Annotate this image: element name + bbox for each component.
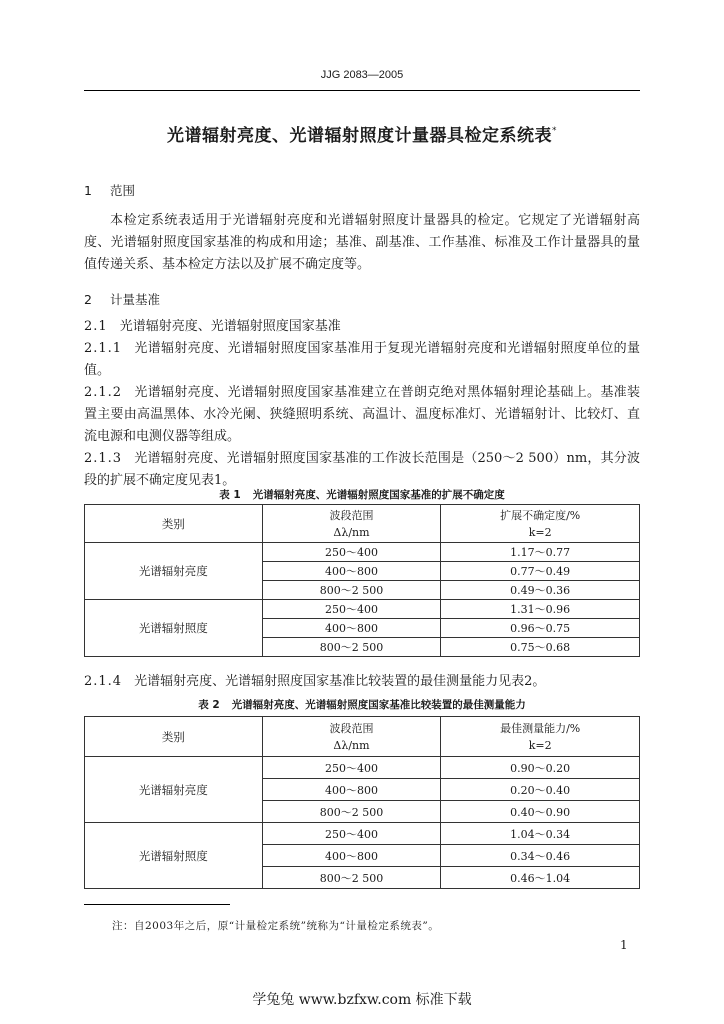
table-cell-value: 0.40～0.90 bbox=[441, 801, 640, 823]
table-2 bbox=[84, 716, 640, 889]
clause-2-1-3-number: 2.1.3 bbox=[84, 451, 123, 466]
table-2-group-name: 光谱辐射亮度 bbox=[85, 757, 263, 823]
table-1-group-name: 光谱辐射亮度 bbox=[85, 543, 263, 600]
table-cell-band: 800～2 500 bbox=[262, 638, 441, 657]
clause-2-1-1-text: 光谱辐射亮度、光谱辐射照度国家基准用于复现光谱辐射亮度和光谱辐射照度单位的量值。 bbox=[84, 341, 640, 378]
clause-2-1-1 bbox=[84, 338, 640, 382]
table-1-title: 光谱辐射亮度、光谱辐射照度国家基准的扩展不确定度 bbox=[252, 489, 505, 501]
clause-2-1-1-number: 2.1.1 bbox=[84, 341, 123, 356]
table-cell-value: 0.49～0.36 bbox=[441, 581, 640, 600]
table-1-header-band-line1: 波段范围 bbox=[329, 508, 374, 522]
table-row bbox=[85, 757, 640, 779]
section-2-heading bbox=[84, 290, 160, 308]
table-1-header-band-line2: Δλ/nm bbox=[333, 525, 370, 539]
table-row bbox=[85, 543, 640, 562]
table-cell-band: 800～2 500 bbox=[262, 867, 441, 889]
clause-2-1-3-text: 光谱辐射亮度、光谱辐射照度国家基准的工作波长范围是（250～2 500）nm，其分波段的扩展不确定度见表1。 bbox=[84, 451, 640, 488]
table-2-header-band-line1: 波段范围 bbox=[329, 721, 374, 735]
title-text: 光谱辐射亮度、光谱辐射照度计量器具检定系统表 bbox=[167, 126, 552, 146]
table-cell-band: 250～400 bbox=[262, 757, 441, 779]
clause-2-1-text: 光谱辐射亮度、光谱辐射照度国家基准 bbox=[119, 319, 341, 334]
table-cell-value: 1.17～0.77 bbox=[441, 543, 640, 562]
table-row bbox=[85, 600, 640, 619]
section-1-heading bbox=[84, 181, 135, 199]
table-cell-band: 250～400 bbox=[262, 543, 441, 562]
section-2-title: 计量基准 bbox=[110, 292, 161, 307]
table-cell-band: 800～2 500 bbox=[262, 801, 441, 823]
watermark-footer: 学兔兔 www.bzfxw.com 标准下载 bbox=[252, 992, 472, 1008]
header-rule bbox=[84, 90, 640, 91]
table-cell-value: 1.04～0.34 bbox=[441, 823, 640, 845]
table-2-header-value-line2: k=2 bbox=[528, 738, 552, 752]
table-2-header-value bbox=[441, 717, 640, 757]
paragraph-scope: 本检定系统表适用于光谱辐射亮度和光谱辐射照度计量器具的检定。它规定了光谱辐射高度、光谱辐射照度国家基准的构成和用途；基准、副基准、工作基准、标准及工作计量器具的量值传递关系、基本检定方法以及扩展不确定度等。 bbox=[84, 213, 640, 272]
table-cell-value: 0.75～0.68 bbox=[441, 638, 640, 657]
table-row bbox=[85, 823, 640, 845]
table-1-header-value bbox=[441, 505, 640, 543]
table-2-header-row bbox=[85, 717, 640, 757]
section-1-number: 1 bbox=[84, 183, 92, 198]
clause-2-1-number: 2.1 bbox=[84, 319, 108, 334]
table-1-group-name: 光谱辐射照度 bbox=[85, 600, 263, 657]
table-cell-value: 0.77～0.49 bbox=[441, 562, 640, 581]
table-2-header-band-line2: Δλ/nm bbox=[333, 738, 370, 752]
table-cell-value: 0.34～0.46 bbox=[441, 845, 640, 867]
table-cell-band: 250～400 bbox=[262, 823, 441, 845]
clause-2-1 bbox=[84, 316, 640, 338]
table-cell-band: 400～800 bbox=[262, 562, 441, 581]
table-2-header-value-line1: 最佳测量能力/% bbox=[500, 721, 581, 735]
table-cell-value: 0.96～0.75 bbox=[441, 619, 640, 638]
clause-2-1-2 bbox=[84, 382, 640, 448]
section-1-title: 范围 bbox=[110, 183, 136, 198]
clause-2-1-2-number: 2.1.2 bbox=[84, 385, 123, 400]
title-footnote-mark: * bbox=[552, 126, 557, 136]
section-2-number: 2 bbox=[84, 292, 92, 307]
table-cell-band: 250～400 bbox=[262, 600, 441, 619]
clause-2-1-4-text: 光谱辐射亮度、光谱辐射照度国家基准比较装置的最佳测量能力见表2。 bbox=[134, 674, 546, 689]
table-1 bbox=[84, 504, 640, 657]
page-number: 1 bbox=[620, 938, 628, 952]
table-1-header-band bbox=[262, 505, 441, 543]
table-cell-band: 400～800 bbox=[262, 779, 441, 801]
table-cell-band: 400～800 bbox=[262, 619, 441, 638]
table-2-caption bbox=[84, 697, 640, 712]
table-2-label: 表 2 bbox=[198, 699, 220, 711]
table-cell-value: 1.31～0.96 bbox=[441, 600, 640, 619]
clause-2-1-4-number: 2.1.4 bbox=[84, 674, 123, 689]
table-cell-band: 800～2 500 bbox=[262, 581, 441, 600]
table-cell-value: 0.20～0.40 bbox=[441, 779, 640, 801]
footnote: 注：自2003年之后，原“计量检定系统”统称为“计量检定系统表”。 bbox=[112, 920, 440, 932]
table-cell-band: 400～800 bbox=[262, 845, 441, 867]
clause-2-1-4 bbox=[84, 671, 640, 693]
clause-2-1-2-text: 光谱辐射亮度、光谱辐射照度国家基准建立在普朗克绝对黑体辐射理论基础上。基准装置主要由高温黑体、水冷光阑、狭缝照明系统、高温计、温度标准灯、光谱辐射计、比较灯、直流电源和电测仪器等组成。 bbox=[84, 385, 640, 444]
page-title bbox=[84, 121, 640, 146]
document-code: JJG 2083—2005 bbox=[320, 69, 404, 81]
table-2-header-category: 类别 bbox=[85, 717, 263, 757]
table-1-header-value-line1: 扩展不确定度/% bbox=[500, 508, 581, 522]
table-1-header-category: 类别 bbox=[85, 505, 263, 543]
table-cell-value: 0.46～1.04 bbox=[441, 867, 640, 889]
table-1-header-row bbox=[85, 505, 640, 543]
table-1-header-value-line2: k=2 bbox=[528, 525, 552, 539]
table-2-group-name: 光谱辐射照度 bbox=[85, 823, 263, 889]
table-1-caption bbox=[84, 487, 640, 502]
footnote-rule bbox=[84, 904, 230, 905]
table-cell-value: 0.90～0.20 bbox=[441, 757, 640, 779]
clause-2-1-3 bbox=[84, 448, 640, 492]
table-2-header-band bbox=[262, 717, 441, 757]
table-1-label: 表 1 bbox=[219, 489, 241, 501]
table-2-title: 光谱辐射亮度、光谱辐射照度国家基准比较装置的最佳测量能力 bbox=[231, 699, 526, 711]
